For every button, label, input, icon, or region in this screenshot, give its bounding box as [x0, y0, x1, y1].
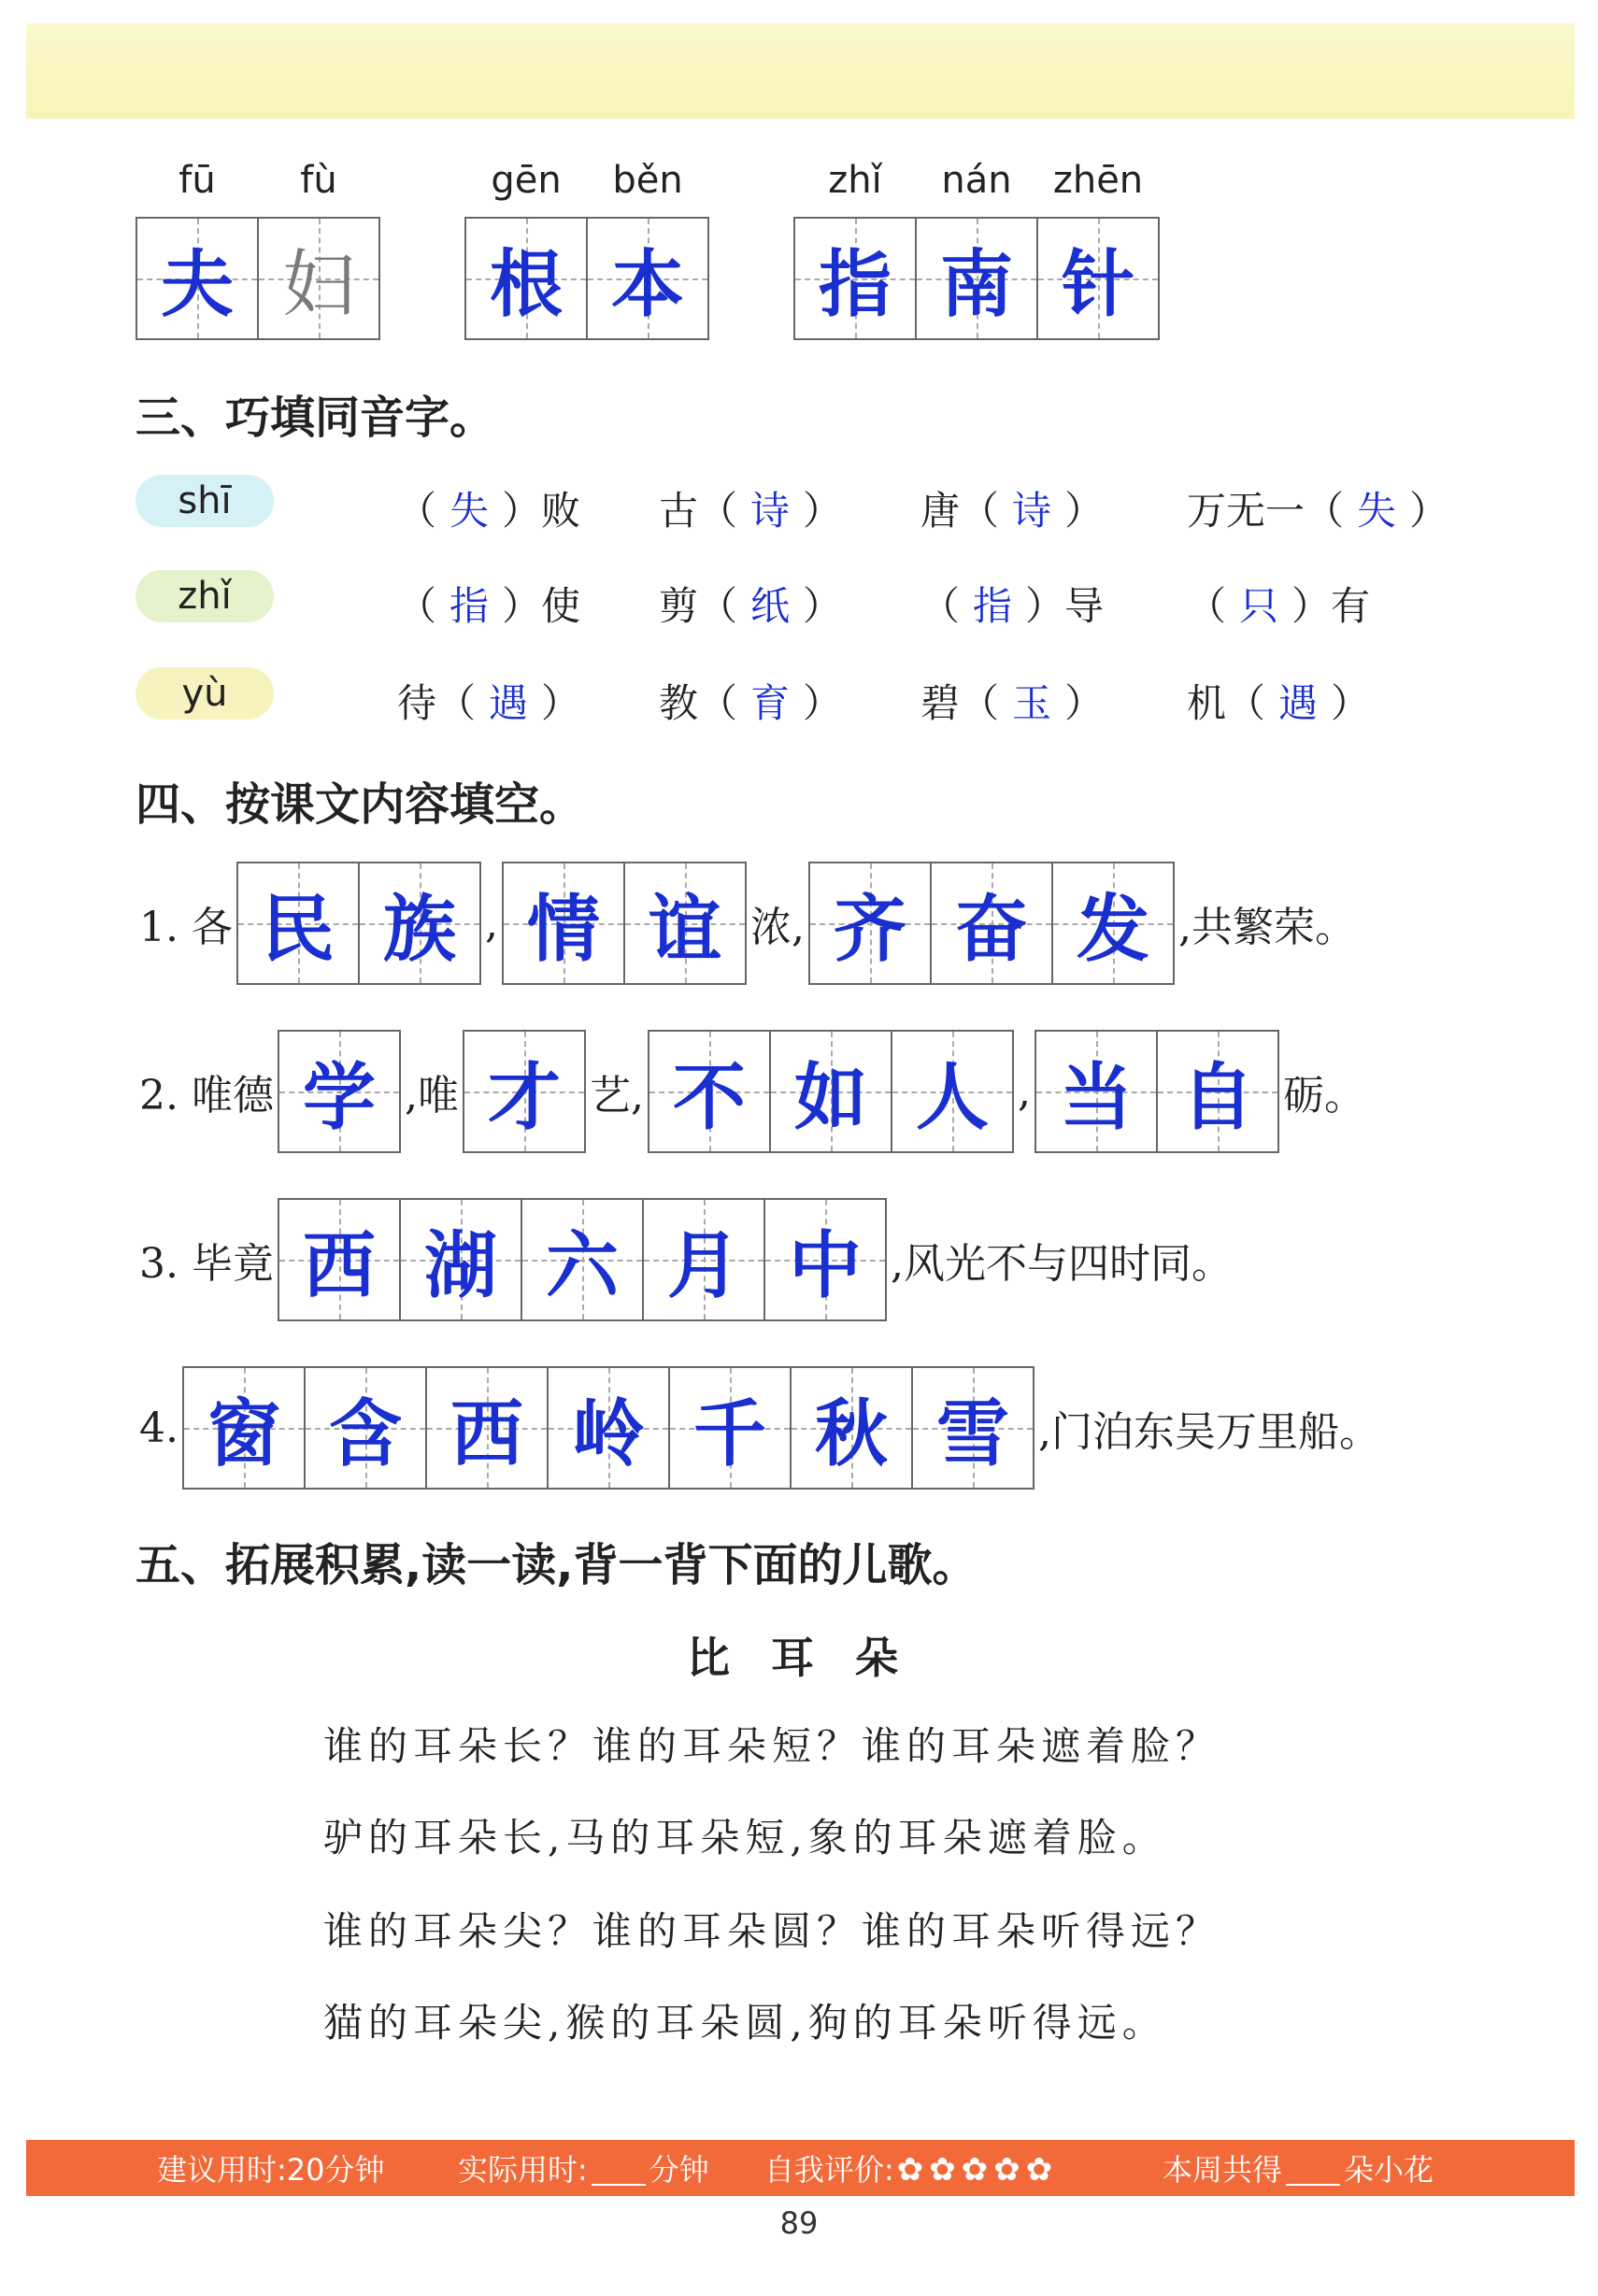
- homophone-item: [1187, 576, 1370, 632]
- weekly-label: 本周共得: [1163, 2152, 1283, 2188]
- box-character: 族: [382, 887, 456, 972]
- box-character: 雪: [935, 1391, 1009, 1476]
- self-eval-label: 自我评价:: [764, 2152, 894, 2188]
- writing-box[interactable]: [1051, 862, 1175, 985]
- line-text: ,唯: [404, 1072, 459, 1119]
- actual-time: [458, 2146, 709, 2189]
- item-suffix: ）: [1064, 488, 1105, 534]
- box-character: 秋: [814, 1391, 888, 1476]
- writing-box[interactable]: [257, 217, 380, 340]
- flower-rating[interactable]: [894, 2152, 1056, 2188]
- box-character: 含: [328, 1391, 402, 1476]
- homophone-item: [1187, 673, 1370, 729]
- pinyin-pill: shī: [136, 475, 274, 527]
- flower-icon[interactable]: ✿: [961, 2151, 989, 2189]
- homophone-item: [397, 480, 580, 536]
- item-prefix: （: [1187, 583, 1227, 629]
- homophone-item: [397, 576, 580, 632]
- line-text: 3. 毕竟: [139, 1240, 274, 1288]
- homophone-item: [659, 576, 842, 632]
- homophone-item: [397, 673, 580, 729]
- writing-box[interactable]: [1036, 217, 1160, 340]
- box-character: 针: [1061, 242, 1134, 327]
- writing-box[interactable]: [236, 862, 360, 985]
- item-prefix: 古（: [659, 488, 738, 534]
- poem-line: 谁的耳朵尖？谁的耳朵圆？谁的耳朵听得远？: [323, 1908, 1221, 1954]
- box-character: 发: [1076, 887, 1149, 972]
- answer-box-group: [502, 862, 747, 985]
- flower-icon[interactable]: ✿: [993, 2151, 1020, 2189]
- box-character: 齐: [833, 887, 906, 972]
- answer-character[interactable]: 玉: [1012, 680, 1052, 726]
- writing-box[interactable]: [136, 217, 259, 340]
- writing-box[interactable]: [623, 862, 747, 985]
- writing-box[interactable]: [915, 217, 1038, 340]
- answer-character[interactable]: 诗: [1012, 488, 1052, 534]
- box-character: 窗: [207, 1391, 280, 1476]
- section3-heading: 三、巧填同音字。: [136, 392, 495, 444]
- poem-title: 比 耳 朵: [686, 1633, 912, 1683]
- item-suffix: ）导: [1025, 583, 1105, 629]
- item-suffix: ）: [803, 488, 843, 534]
- writing-box[interactable]: [464, 217, 588, 340]
- homophone-row: [136, 570, 1491, 630]
- writing-box[interactable]: [642, 1198, 765, 1321]
- item-suffix: ）: [1331, 680, 1371, 726]
- line-text: ,: [484, 899, 498, 948]
- box-character: 谊: [648, 887, 721, 972]
- writing-box[interactable]: [586, 217, 709, 340]
- answer-box-group: [648, 1030, 1014, 1153]
- homophone-item: [920, 576, 1104, 632]
- fill-in-line: [136, 862, 1360, 985]
- box-character: 才: [487, 1055, 561, 1140]
- actual-time-blank[interactable]: [592, 2158, 646, 2186]
- box-character: 南: [939, 242, 1013, 327]
- footer-bar: [26, 2140, 1575, 2196]
- item-suffix: ）: [541, 680, 581, 726]
- flower-icon[interactable]: ✿: [929, 2151, 956, 2189]
- box-character: 岭: [571, 1391, 645, 1476]
- box-character: 奋: [954, 887, 1028, 972]
- box-character: 月: [666, 1223, 740, 1308]
- writing-box[interactable]: [521, 1198, 644, 1321]
- writing-box[interactable]: [278, 1198, 401, 1321]
- item-suffix: ）: [803, 680, 843, 726]
- item-prefix: 唐（: [920, 488, 1000, 534]
- writing-box[interactable]: [930, 862, 1053, 985]
- box-character: 不: [672, 1055, 746, 1140]
- fill-in-line: [136, 1366, 1384, 1490]
- flower-icon[interactable]: ✿: [1025, 2151, 1053, 2189]
- answer-character[interactable]: 遇: [489, 680, 529, 726]
- pinyin-syllable: fū: [178, 159, 216, 202]
- item-prefix: 剪（: [659, 583, 738, 629]
- line-text: 2. 唯德: [139, 1072, 274, 1119]
- box-character: 六: [545, 1223, 619, 1308]
- answer-box-group: [182, 1366, 1034, 1490]
- pinyin-syllable: fù: [300, 159, 337, 202]
- top-decorative-band: [26, 23, 1575, 119]
- writing-box[interactable]: [808, 862, 932, 985]
- writing-box[interactable]: [911, 1366, 1034, 1490]
- actual-time-unit: 分钟: [649, 2152, 709, 2188]
- item-suffix: ）: [803, 583, 843, 629]
- section4-heading: 四、按课文内容填空。: [136, 778, 585, 831]
- writing-box[interactable]: [502, 862, 625, 985]
- homophone-item: [920, 673, 1104, 729]
- pinyin-syllable: zhēn: [1052, 159, 1144, 202]
- writing-box[interactable]: [358, 862, 481, 985]
- item-suffix: ）败: [502, 488, 581, 534]
- box-character: 本: [610, 242, 684, 327]
- line-text: 浓,: [749, 904, 805, 951]
- answer-box-group: [278, 1198, 887, 1321]
- answer-character[interactable]: 遇: [1278, 680, 1319, 726]
- answer-character[interactable]: 指: [973, 583, 1013, 629]
- pinyin-syllable: gēn: [491, 159, 562, 202]
- answer-character[interactable]: 纸: [750, 583, 791, 629]
- writing-box[interactable]: [790, 1366, 913, 1490]
- item-prefix: （: [397, 488, 437, 534]
- writing-box[interactable]: [891, 1030, 1014, 1153]
- weekly-unit: 朵小花: [1344, 2152, 1434, 2188]
- item-prefix: 教（: [659, 680, 738, 726]
- answer-character[interactable]: 失: [1357, 488, 1397, 534]
- answer-character[interactable]: 诗: [750, 488, 791, 534]
- writing-box[interactable]: [668, 1366, 792, 1490]
- writing-box[interactable]: [304, 1366, 427, 1490]
- writing-box[interactable]: [425, 1366, 549, 1490]
- line-text: 4.: [139, 1404, 178, 1452]
- suggested-time: 建议用时:20分钟: [157, 2152, 385, 2188]
- homophone-item: [920, 480, 1104, 536]
- writing-box[interactable]: [399, 1198, 522, 1321]
- box-character: 西: [302, 1223, 376, 1308]
- poem-line: 猫的耳朵尖,猴的耳朵圆,狗的耳朵听得远。: [323, 2000, 1167, 2046]
- answer-box-group: [1034, 1030, 1279, 1153]
- line-text: ,风光不与四时同。: [890, 1240, 1233, 1288]
- box-character: 妇: [281, 243, 355, 327]
- writing-box[interactable]: [763, 1198, 887, 1321]
- poem-line: 谁的耳朵长？谁的耳朵短？谁的耳朵遮着脸？: [323, 1723, 1221, 1769]
- line-text: ,门泊东吴万里船。: [1037, 1408, 1380, 1456]
- writing-box[interactable]: [463, 1030, 586, 1153]
- box-character: 西: [449, 1391, 523, 1476]
- answer-box-group: [236, 862, 481, 985]
- homophone-row: [136, 667, 1491, 727]
- line-text: 1. 各: [139, 904, 233, 951]
- writing-box[interactable]: [1034, 1030, 1158, 1153]
- box-character: 中: [788, 1223, 862, 1308]
- box-character: 学: [302, 1055, 376, 1140]
- section5-heading: 五、拓展积累,读一读,背一背下面的儿歌。: [136, 1539, 977, 1591]
- pinyin-pill: yù: [136, 667, 274, 720]
- writing-box[interactable]: [793, 217, 917, 340]
- fill-in-line: [136, 1198, 1236, 1321]
- line-text: 砺。: [1282, 1072, 1365, 1119]
- item-prefix: 碧（: [920, 680, 1000, 726]
- pinyin-syllable: zhǐ: [828, 159, 882, 202]
- box-character: 湖: [423, 1223, 497, 1308]
- pinyin-syllable: běn: [612, 159, 683, 202]
- writing-box[interactable]: [547, 1366, 670, 1490]
- actual-time-label: 实际用时:: [458, 2152, 588, 2188]
- writing-box[interactable]: [648, 1030, 771, 1153]
- line-text: 艺,: [589, 1072, 644, 1119]
- writing-box[interactable]: [769, 1030, 892, 1153]
- answer-box-group: [463, 1030, 586, 1153]
- homophone-item: [659, 673, 842, 729]
- weekly-blank[interactable]: [1286, 2158, 1340, 2186]
- pinyin-syllable: nán: [941, 159, 1012, 202]
- self-evaluation: [764, 2146, 1055, 2189]
- writing-box[interactable]: [182, 1366, 306, 1490]
- answer-character[interactable]: 失: [449, 488, 490, 534]
- item-prefix: 待（: [397, 680, 477, 726]
- writing-box[interactable]: [1156, 1030, 1279, 1153]
- item-suffix: ）使: [502, 583, 581, 629]
- line-text: ,: [1017, 1067, 1031, 1116]
- writing-box[interactable]: [278, 1030, 401, 1153]
- answer-character[interactable]: 指: [449, 583, 490, 629]
- item-prefix: 机（: [1187, 680, 1266, 726]
- box-character: 情: [526, 887, 600, 972]
- item-suffix: ）有: [1291, 583, 1371, 629]
- answer-box-group: [808, 862, 1175, 985]
- flower-icon[interactable]: ✿: [896, 2151, 924, 2189]
- line-text: ,共繁荣。: [1177, 904, 1356, 951]
- box-character: 人: [915, 1055, 989, 1140]
- fill-in-line: [136, 1030, 1369, 1153]
- homophone-item: [1187, 480, 1448, 536]
- item-prefix: （: [920, 583, 961, 629]
- box-character: 根: [489, 242, 563, 327]
- box-character: 千: [692, 1391, 766, 1476]
- item-prefix: （: [397, 583, 437, 629]
- weekly-total: [1163, 2146, 1434, 2189]
- item-suffix: ）: [1409, 488, 1449, 534]
- poem-line: 驴的耳朵长,马的耳朵短,象的耳朵遮着脸。: [323, 1815, 1167, 1861]
- box-character: 如: [793, 1055, 867, 1140]
- answer-box-group: [278, 1030, 401, 1153]
- item-suffix: ）: [1064, 680, 1105, 726]
- homophone-item: [659, 480, 842, 536]
- box-character: 夫: [160, 242, 234, 327]
- page-number: 89: [779, 2205, 819, 2241]
- box-character: 民: [261, 887, 335, 972]
- box-character: 当: [1059, 1055, 1133, 1140]
- answer-character[interactable]: 只: [1239, 583, 1279, 629]
- box-character: 指: [818, 242, 892, 327]
- homophone-row: [136, 475, 1491, 535]
- box-character: 自: [1180, 1055, 1254, 1140]
- pinyin-pill: zhǐ: [136, 570, 274, 622]
- item-prefix: 万无一（: [1187, 488, 1345, 534]
- answer-character[interactable]: 育: [750, 680, 791, 726]
